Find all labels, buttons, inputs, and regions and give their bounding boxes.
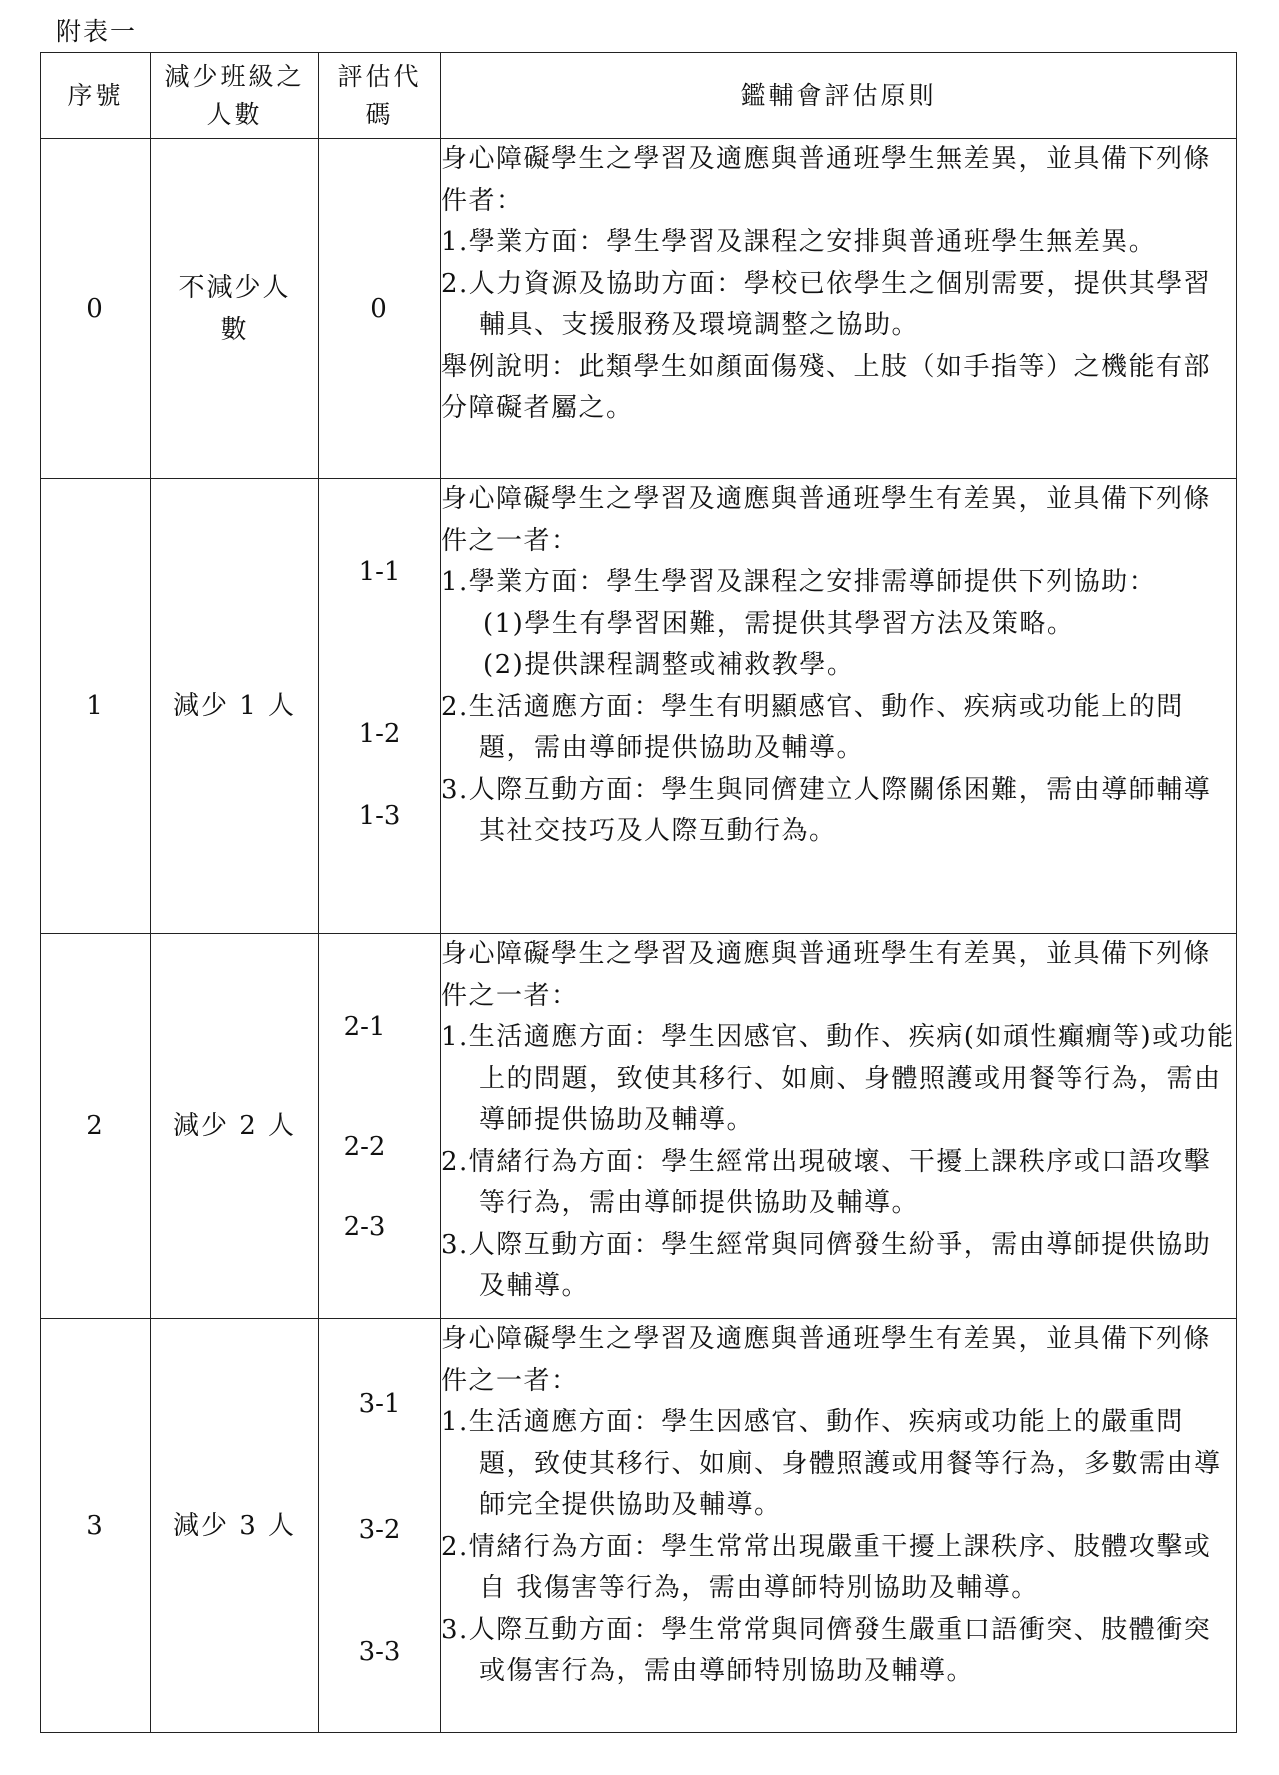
principle-item: 1.學業方面：學生學習及課程之安排與普通班學生無差異。 xyxy=(441,227,1157,257)
row-code: 0 xyxy=(319,139,441,479)
principle-note: 舉例說明：此類學生如顏面傷殘、上肢（如手指等）之機能有部分障礙者屬之。 xyxy=(441,351,1212,423)
row-principle xyxy=(441,1319,1237,1733)
row-code: 2-1 xyxy=(343,1012,386,1042)
row-code: 2-2 xyxy=(343,1132,386,1162)
principle-item: 2.情緒行為方面：學生經常出現破壞、干擾上課秩序或口語攻擊等行為，需由導師提供協助及輔導。 xyxy=(441,1146,1212,1218)
row-reduce: 減少 3 人 xyxy=(151,1319,319,1733)
table-row xyxy=(41,1319,1237,1733)
row-seq: 2 xyxy=(41,934,151,1319)
table-row xyxy=(41,479,1237,934)
principle-intro: 身心障礙學生之學習及適應與普通班學生無差異，並具備下列條件者： xyxy=(441,144,1212,216)
principle-item: 1.生活適應方面：學生因感官、動作、疾病或功能上的嚴重問題，致使其移行、如廁、身體照護或用餐等行為，多數需由導師完全提供協助及輔導。 xyxy=(441,1407,1222,1520)
row-code: 3-1 xyxy=(358,1389,401,1419)
row-principle xyxy=(441,479,1237,934)
header-seq: 序號 xyxy=(41,53,151,139)
row-principle xyxy=(441,934,1237,1319)
header-principle: 鑑輔會評估原則 xyxy=(441,53,1237,139)
principle-subitem: (1)學生有學習困難，需提供其學習方法及策略。 xyxy=(483,608,1075,639)
principle-item: 3.人際互動方面：學生與同儕建立人際關係困難，需由導師輔導其社交技巧及人際互動行為。 xyxy=(441,774,1212,846)
row-principle xyxy=(441,139,1237,479)
principle-item: 2.情緒行為方面：學生常常出現嚴重干擾上課秩序、肢體攻擊或自 我傷害等行為，需由導師特別協助及輔導。 xyxy=(441,1531,1212,1603)
row-code: 1-3 xyxy=(358,801,401,831)
principle-intro: 身心障礙學生之學習及適應與普通班學生有差異，並具備下列條件之一者： xyxy=(441,1324,1212,1396)
row-reduce: 減少 2 人 xyxy=(151,934,319,1319)
principle-item: 3.人際互動方面：學生經常與同儕發生紛爭，需由導師提供協助及輔導。 xyxy=(441,1229,1212,1301)
principle-intro: 身心障礙學生之學習及適應與普通班學生有差異，並具備下列條件之一者： xyxy=(441,484,1212,556)
principle-item: 1.學業方面：學生學習及課程之安排需導師提供下列協助： xyxy=(441,567,1157,597)
row-seq: 3 xyxy=(41,1319,151,1733)
evaluation-table xyxy=(40,52,1237,1733)
header-code: 評估代碼 xyxy=(319,53,441,139)
row-code: 3-2 xyxy=(358,1515,401,1545)
principle-item: 1.生活適應方面：學生因感官、動作、疾病(如頑性癲癇等)或功能上的問題，致使其移行、如廁、身體照護或用餐等行為，需由導師提供協助及輔導。 xyxy=(441,1022,1235,1135)
row-code: 1-1 xyxy=(358,557,401,587)
row-reduce: 不減少人數 xyxy=(151,139,319,479)
principle-item: 2.人力資源及協助方面：學校已依學生之個別需要，提供其學習輔具、支援服務及環境調整之協助。 xyxy=(441,268,1212,340)
row-reduce: 減少 1 人 xyxy=(151,479,319,934)
row-codes xyxy=(319,934,441,1319)
row-codes xyxy=(319,1319,441,1733)
row-seq: 0 xyxy=(41,139,151,479)
header-row xyxy=(41,53,1237,139)
principle-subitem: (2)提供課程調整或補救教學。 xyxy=(483,650,855,680)
principle-item: 2.生活適應方面：學生有明顯感官、動作、疾病或功能上的問題，需由導師提供協助及輔導。 xyxy=(441,691,1184,763)
row-codes xyxy=(319,479,441,934)
row-code: 2-3 xyxy=(343,1212,386,1242)
row-code: 3-3 xyxy=(358,1637,401,1667)
row-code: 1-2 xyxy=(358,719,401,749)
row-seq: 1 xyxy=(41,479,151,934)
table-row xyxy=(41,934,1237,1319)
table-row xyxy=(41,139,1237,479)
principle-item: 3.人際互動方面：學生常常與同儕發生嚴重口語衝突、肢體衝突或傷害行為，需由導師特別協助及輔導。 xyxy=(441,1614,1212,1686)
table-caption: 附表一 xyxy=(56,17,138,46)
principle-intro: 身心障礙學生之學習及適應與普通班學生有差異，並具備下列條件之一者： xyxy=(441,939,1212,1011)
header-reduce: 減少班級之人數 xyxy=(151,53,319,139)
